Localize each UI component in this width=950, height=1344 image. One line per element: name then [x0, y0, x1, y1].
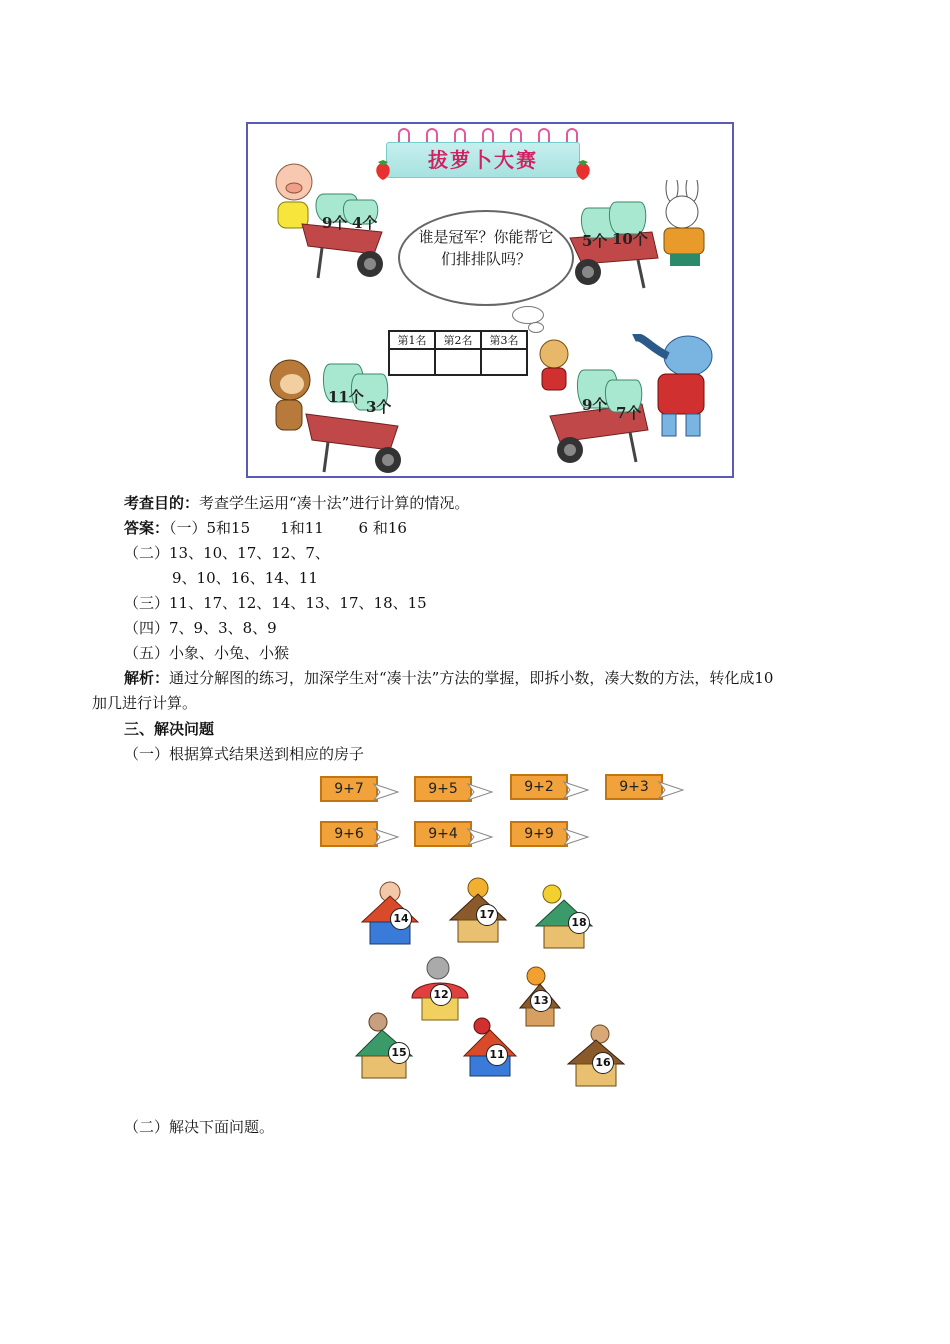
- purpose-label: 考查目的：: [124, 494, 200, 512]
- strawberry-icon: [572, 158, 594, 182]
- answer-line-1: [124, 517, 407, 539]
- rank-header-1: 第1名: [389, 331, 435, 349]
- house-number: 16: [592, 1052, 614, 1074]
- rank-slot-3[interactable]: [481, 349, 527, 375]
- house-18[interactable]: [532, 882, 596, 952]
- analysis-label: 解析：: [124, 669, 170, 687]
- answer-3: （三）11、17、12、14、13、17、18、15: [124, 594, 427, 612]
- paper-plane-icon: [372, 780, 400, 804]
- answer-5: （五）小象、小兔、小猴: [124, 644, 290, 662]
- analysis-body: 通过分解图的练习，加深学生对“凑十法”方法的掌握，即拆小数，凑大数的方法，转化成10: [169, 669, 774, 687]
- banner-hook: [566, 128, 578, 142]
- house-number: 12: [430, 984, 452, 1006]
- house-number: 14: [390, 908, 412, 930]
- rabbit-sack-a: 5个: [582, 232, 608, 250]
- banner-hook: [538, 128, 550, 142]
- rank-header-2: 第2名: [435, 331, 481, 349]
- equation-card[interactable]: 9+5: [414, 776, 472, 802]
- house-12[interactable]: [408, 954, 472, 1024]
- paper-plane-icon: [466, 825, 494, 849]
- rank-slot-2[interactable]: [435, 349, 481, 375]
- equation-card[interactable]: 9+2: [510, 774, 568, 800]
- equation-card[interactable]: 9+3: [605, 774, 663, 800]
- race-illustration: [246, 122, 734, 478]
- paper-plane-icon: [372, 825, 400, 849]
- house-16[interactable]: [564, 1024, 628, 1094]
- banner-hook: [482, 128, 494, 142]
- house-17[interactable]: [446, 876, 510, 946]
- cloud-puff: [512, 306, 544, 324]
- pig-sack-b: 4个: [352, 214, 378, 232]
- section-heading: 三、解决问题: [124, 720, 215, 738]
- paper-plane-icon: [562, 825, 590, 849]
- equation-card[interactable]: 9+7: [320, 776, 378, 802]
- thought-cloud: [398, 210, 574, 306]
- answer-2b: 9、10、16、14、11: [172, 569, 318, 587]
- house-15[interactable]: [352, 1008, 416, 1078]
- house-number: 15: [388, 1042, 410, 1064]
- monkey-sack-a: 11个: [328, 388, 364, 406]
- subsection-2: （二）解决下面问题。: [124, 1118, 275, 1136]
- analysis-continuation: 加几进行计算。: [92, 694, 198, 712]
- house-number: 17: [476, 904, 498, 926]
- answer-label: 答案：: [124, 519, 170, 537]
- equation-card[interactable]: 9+6: [320, 821, 378, 847]
- purpose-line: [124, 492, 469, 514]
- cloud-question: 谁是冠军？你能帮它们排排队吗？: [418, 228, 554, 268]
- answer-1: （一）5和15 1和11 6 和16: [169, 519, 407, 537]
- cloud-puff: [528, 322, 544, 333]
- answer-4: （四）7、9、3、8、9: [124, 619, 277, 637]
- elephant-sack-a: 9个: [582, 396, 608, 414]
- subsection-1: （一）根据算式结果送到相应的房子: [124, 745, 365, 763]
- banner-hook: [510, 128, 522, 142]
- banner-hook: [454, 128, 466, 142]
- purpose-body: 考查学生运用“凑十法”进行计算的情况。: [199, 494, 470, 512]
- answer-2a: （二）13、10、17、12、7、: [124, 544, 330, 562]
- banner-hook: [426, 128, 438, 142]
- banner-hook: [398, 128, 410, 142]
- paper-plane-icon: [657, 778, 685, 802]
- rank-header-3: 第3名: [481, 331, 527, 349]
- house-number: 11: [486, 1044, 508, 1066]
- house-number: 13: [530, 990, 552, 1012]
- equation-card[interactable]: 9+4: [414, 821, 472, 847]
- house-11[interactable]: [460, 1016, 524, 1086]
- rabbit-sack-b: 10个: [612, 230, 648, 248]
- elephant-sack-b: 7个: [616, 404, 642, 422]
- monkey-sack-b: 3个: [366, 398, 392, 416]
- paper-plane-icon: [562, 778, 590, 802]
- house-14[interactable]: [358, 878, 422, 948]
- race-title: 拔萝卜大赛: [386, 142, 580, 178]
- equation-card[interactable]: 9+9: [510, 821, 568, 847]
- pig-sack-a: 9个: [322, 214, 348, 232]
- house-number: 18: [568, 912, 590, 934]
- analysis-line: [124, 667, 773, 689]
- house-icon: [358, 878, 422, 948]
- paper-plane-icon: [466, 780, 494, 804]
- monkey-cart: [258, 356, 418, 474]
